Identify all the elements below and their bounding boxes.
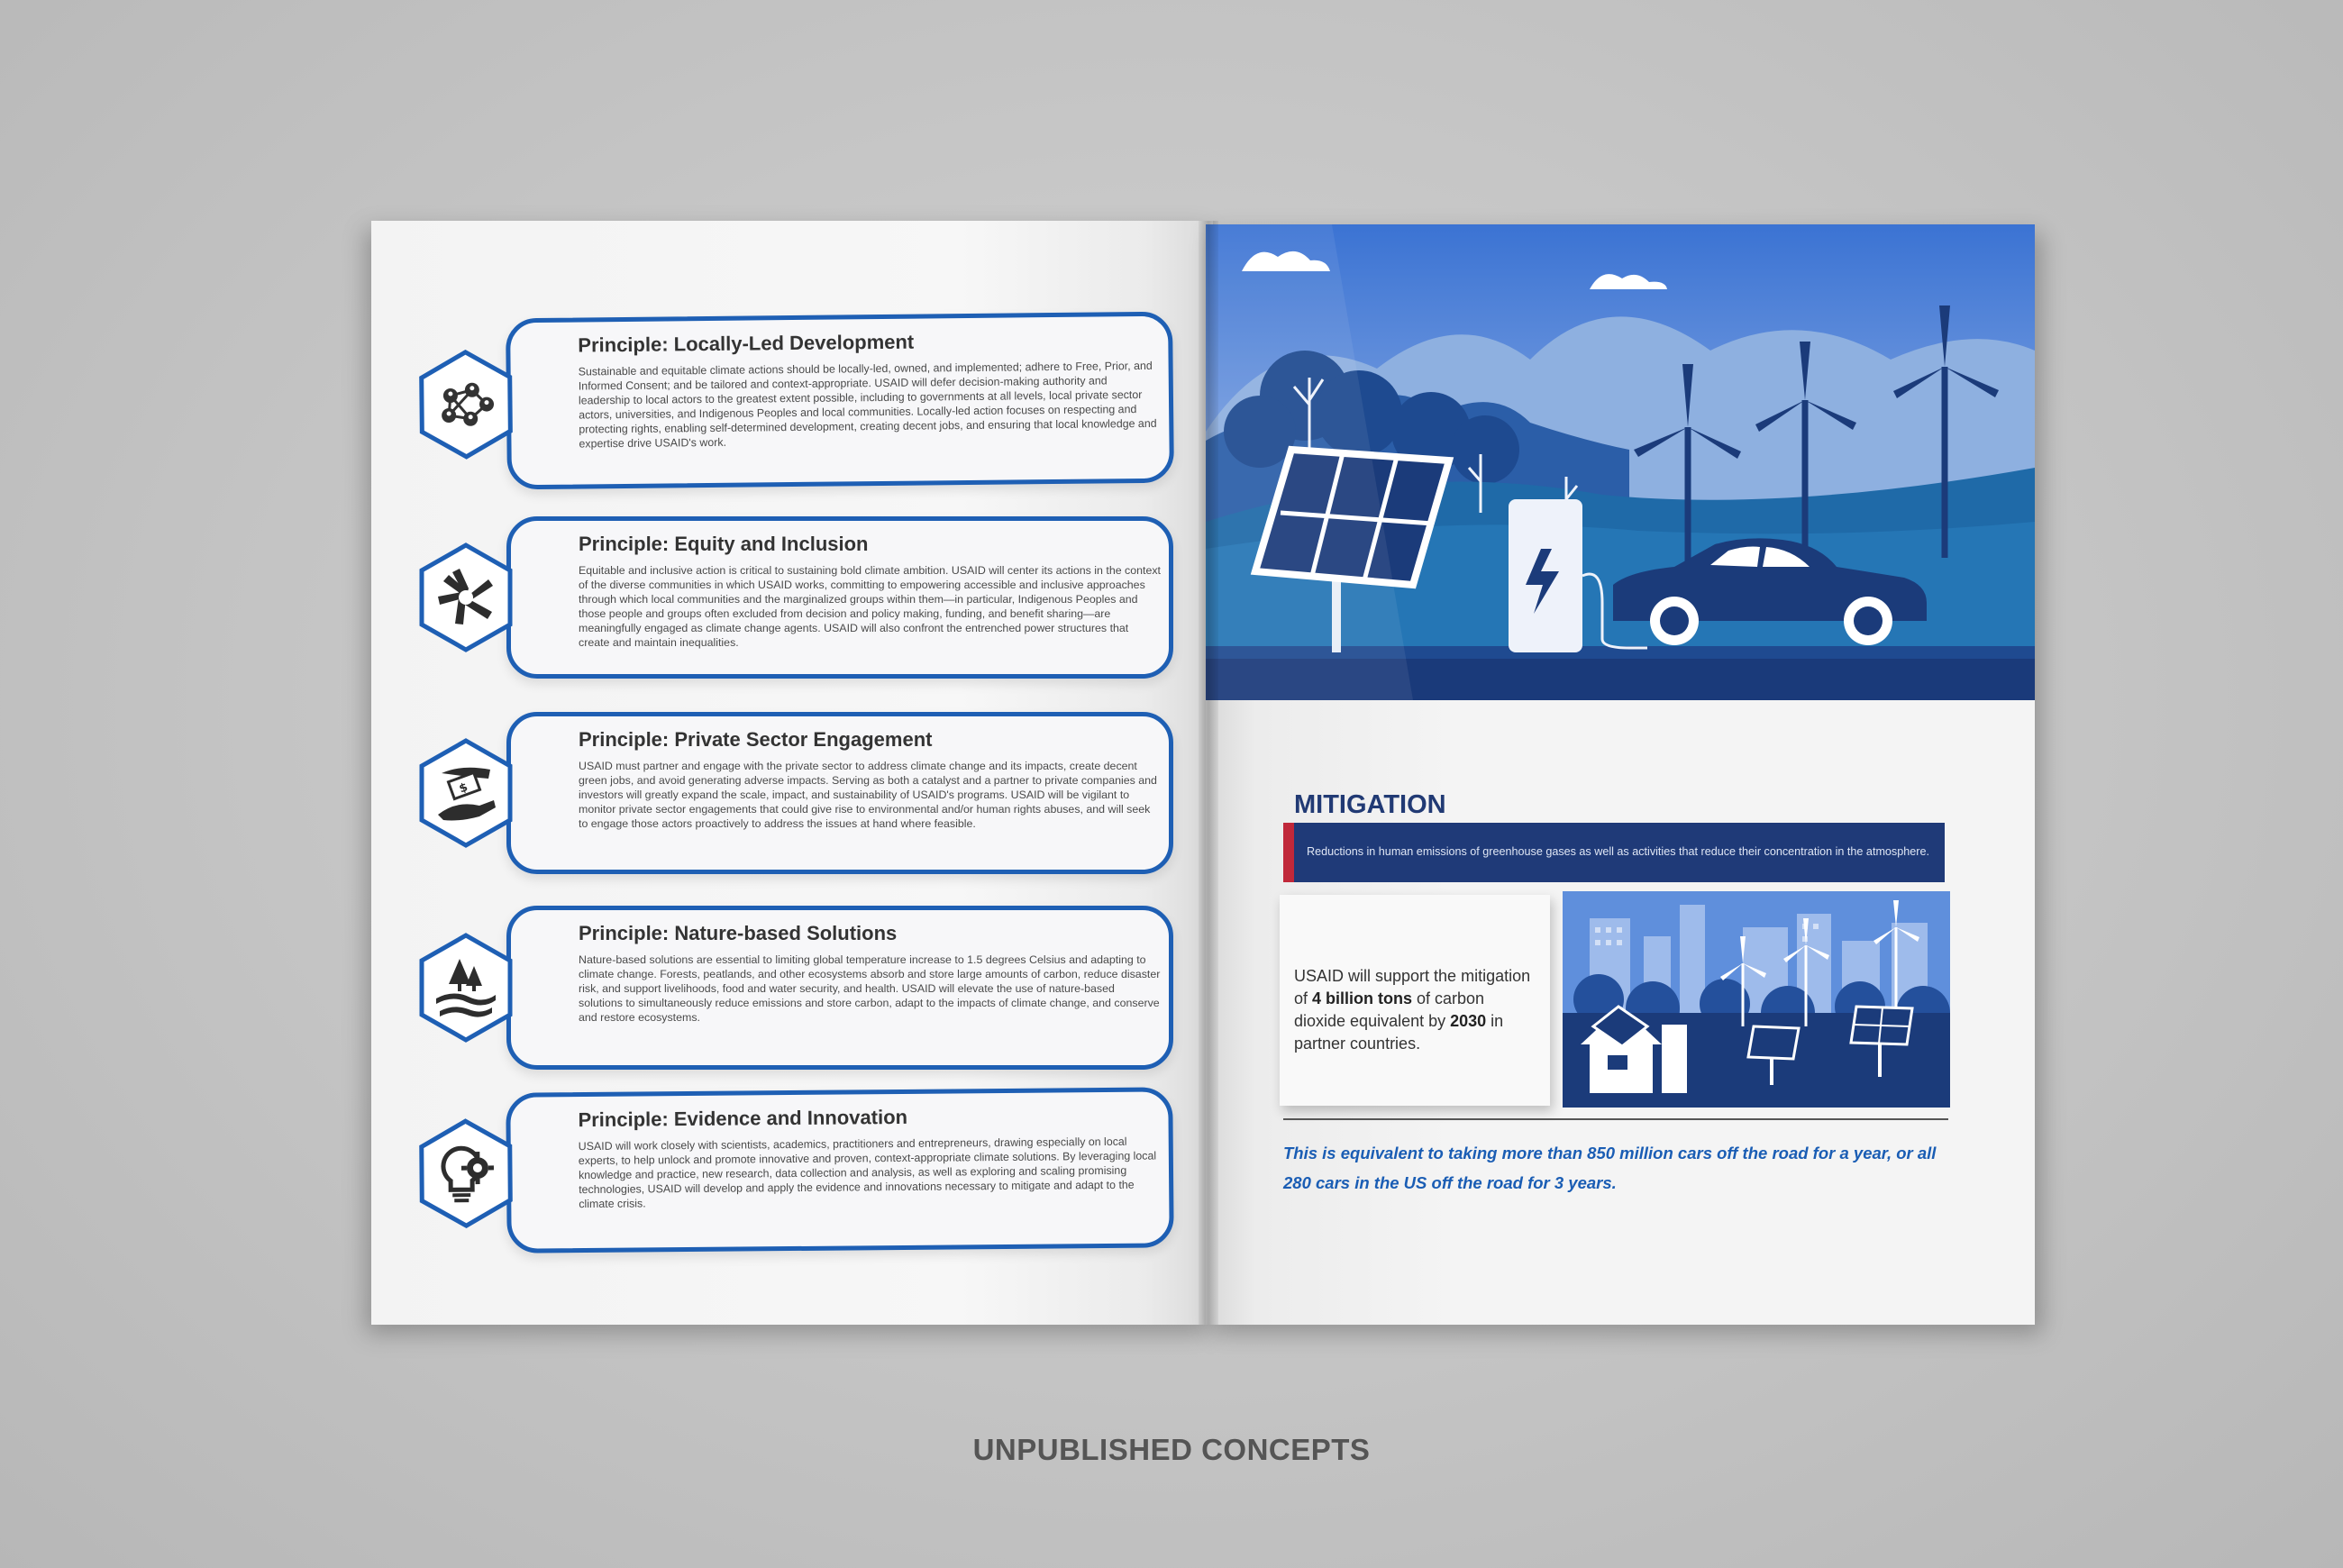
- mitigation-banner: [1283, 823, 1945, 882]
- divider: [1283, 1118, 1948, 1120]
- city-renewables-illustration: [1563, 891, 1950, 1108]
- principle-title: Principle: Evidence and Innovation: [578, 1105, 908, 1132]
- page-gutter: [1199, 221, 1218, 1325]
- principle-text: USAID will work closely with scientists, academics, practitioners and entrepreneurs, drawing especially on local experts, to help unlock and promote innovative and proven, context-appropriate climate solutions. By leveraging local knowledge and practice, new research, data collection and analysis, as well as exploring and scaling promising technologies, USAID will develop and apply the evidence and innovations necessary to mitigate and adapt to the climate crisis.: [578, 1135, 1157, 1211]
- trees-water-icon: [416, 932, 515, 1044]
- principle-text: Nature-based solutions are essential to limiting global temperature increase to 1.5 degrees Celsius and adapting to climate change. Forests, peatlands, and other ecosystems absorb and store large amounts of carbon, reduce disaster risk, and support livelihoods, food and water security, and health. USAID will elevate the use of nature-based solutions to simultaneously reduce emissions and store carbon, adapt to the impacts of climate change, and conserve and restore ecosystems.: [579, 953, 1161, 1024]
- principle-text: USAID must partner and engage with the private sector to address climate change and its impacts, create decent green jobs, and avoid generating adverse impacts. Serving as both a catalyst and a partner to private companies and investors will greatly expand the scale, impact, and sustainability of USAID's programs. USAID will be vigilant to monitor private sector engagements that could give rise to environmental and/or human rights abuses, and will seek to engage those actors proactively to address the issues at hand where feasible.: [579, 760, 1157, 830]
- left-page: [371, 221, 1213, 1325]
- equivalence-note: This is equivalent to taking more than 850 million cars off the road for a year, or all 280 cars in the US off the road for 3 years.: [1283, 1144, 1937, 1192]
- svg-text:$: $: [457, 780, 470, 797]
- principle-title: Principle: Locally-Led Development: [578, 330, 915, 357]
- mitigation-heading: MITIGATION: [1294, 790, 1446, 819]
- principle-card: [415, 1087, 1174, 1253]
- stat-card: [1280, 895, 1550, 1106]
- stat-text: USAID will support the mitigation of 4 billion tons of carbon dioxide equivalent by 2030 in partner countries.: [1294, 967, 1531, 1053]
- clean-energy-illustration: [1206, 224, 2035, 700]
- principle-card: [416, 516, 1173, 679]
- principle-title: Principle: Nature-based Solutions: [579, 922, 898, 944]
- lightbulb-gear-icon: [415, 1117, 515, 1230]
- right-page: [1206, 224, 2035, 1325]
- principle-text: Equitable and inclusive action is critical to sustaining bold climate ambition. USAID will center its actions in the context of the diverse communities in which USAID works, committing to empowering accessible and inclusive approaches through which local communities and the marginalized groups within them—in particular, Indigenous Peoples and those people and groups often excluded from decision and policy making, funding, and benefit sharing—are meaningfully engaged as climate change agents. USAID will also confront the entrenched power structures that create and maintain inequalities.: [579, 564, 1162, 649]
- principle-card: [415, 312, 1174, 491]
- network-people-icon: [415, 348, 515, 460]
- joined-hands-icon: [416, 542, 515, 653]
- principle-card: [416, 906, 1173, 1070]
- principle-card: [416, 712, 1173, 874]
- principle-title: Principle: Equity and Inclusion: [579, 533, 869, 555]
- principle-text: Sustainable and equitable climate actions should be locally-led, owned, and implemented; adhere to Free, Prior, and Informed Consent; and be tailored and context-appropriate. USAID will defer decision-making authority and leadership to local actors to the greatest extent possible, including to governments at all levels, local private sector actors, universities, and Indigenous Peoples and local communities. Locally-led action focuses on respecting and protecting rights, enabling self-determined development, creating decent jobs, and ensuring that local knowledge and expertise drive USAID's work.: [578, 359, 1157, 451]
- brochure-spread: [371, 221, 2035, 1325]
- mitigation-definition: Reductions in human emissions of greenhouse gases as well as activities that reduce their concentration in the atmosphere.: [1307, 845, 1929, 858]
- principle-title: Principle: Private Sector Engagement: [579, 728, 933, 751]
- money-hand-icon: [416, 737, 515, 849]
- caption: UNPUBLISHED CONCEPTS: [972, 1433, 1371, 1466]
